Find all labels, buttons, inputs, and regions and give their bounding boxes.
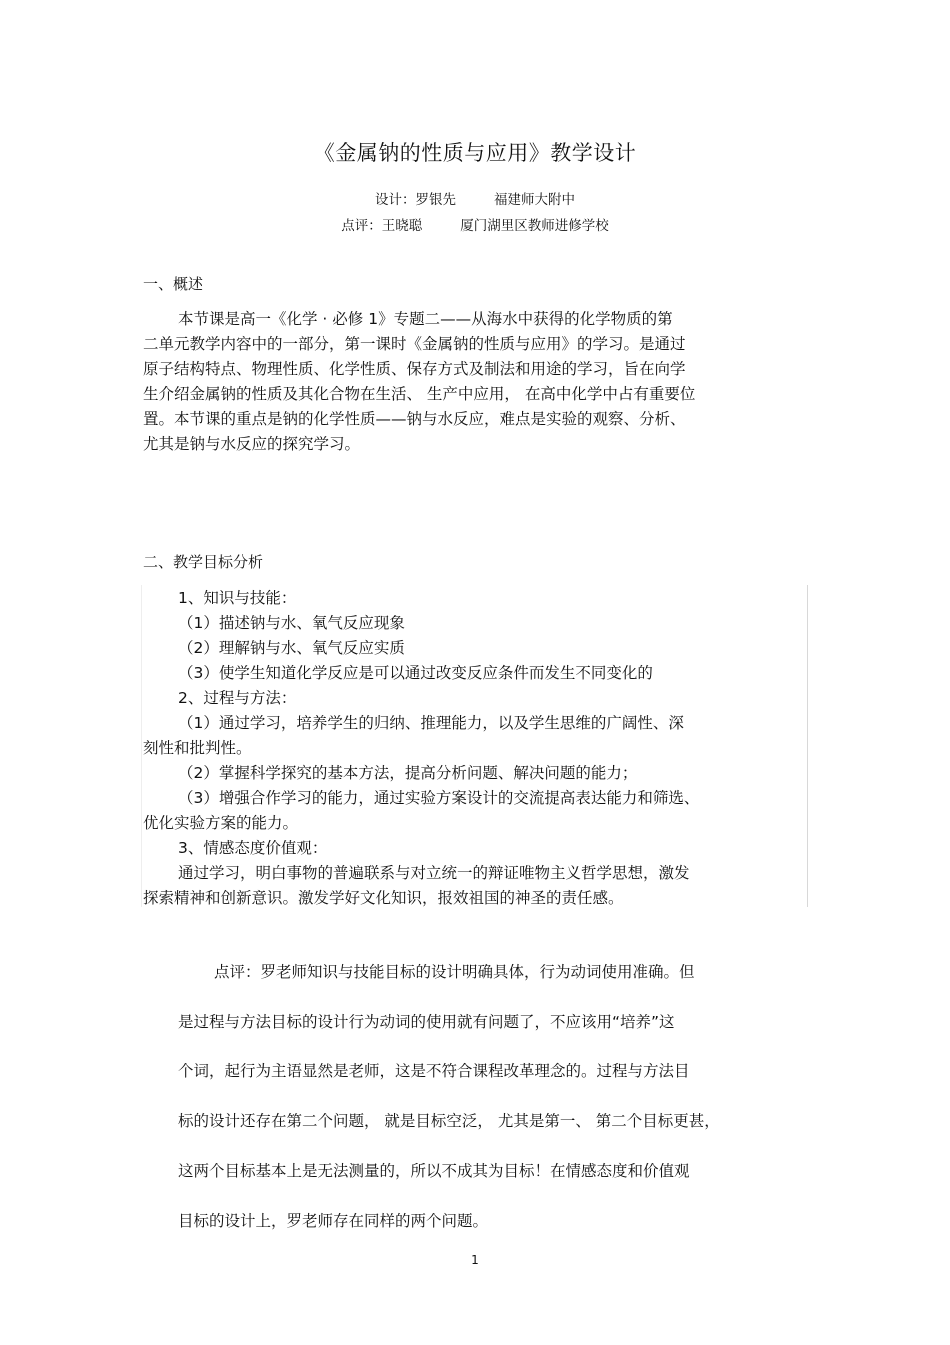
objective-line: （3）使学生知道化学反应是可以通过改变反应条件而发生不同变化的 [178, 664, 653, 682]
section-heading-objectives: 二、教学目标分析 [143, 553, 264, 571]
reviewer-line [0, 214, 950, 234]
objective-line: （2）掌握科学探究的基本方法，提高分析问题、解决问题的能力； [178, 764, 638, 782]
section-heading-overview: 一、概述 [143, 275, 204, 293]
objective-line: 2、过程与方法： [178, 689, 297, 707]
objective-line: （2）理解钠与水、氧气反应实质 [178, 639, 405, 657]
overview-line: 置。本节课的重点是钠的化学性质——钠与水反应，难点是实验的观察、分析、 [143, 410, 686, 428]
objective-line: 通过学习，明白事物的普遍联系与对立统一的辩证唯物主义哲学思想，激发 [178, 864, 690, 882]
comment-line: 是过程与方法目标的设计行为动词的使用就有问题了，不应该用“培养”这 [178, 1013, 675, 1031]
objective-line: （1）描述钠与水、氧气反应现象 [178, 614, 405, 632]
objective-line: 刻性和批判性。 [143, 739, 252, 757]
comment-line: 标的设计还存在第二个问题， 就是目标空泛， 尤其是第一、 第二个目标更甚， [178, 1112, 720, 1130]
designer-org: 福建师大附中 [494, 192, 575, 208]
comment-line: 目标的设计上，罗老师存在同样的两个问题。 [178, 1212, 489, 1230]
comment-line: 个词，起行为主语显然是老师，这是不符合课程改革理念的。过程与方法目 [178, 1062, 690, 1080]
objective-line: 优化实验方案的能力。 [143, 814, 299, 832]
document-title: 《金属钠的性质与应用》教学设计 [313, 141, 637, 165]
overview-line: 二单元教学内容中的一部分，第一课时《金属钠的性质与应用》的学习。是通过 [143, 335, 686, 353]
reviewer-org: 厦门湖里区教师进修学校 [460, 218, 609, 234]
overview-line: 生介绍金属钠的性质及其化合物在生活、 生产中应用， 在高中化学中占有重要位 [143, 385, 696, 403]
overview-line: 原子结构特点、物理性质、化学性质、保存方式及制法和用途的学习，旨在向学 [143, 360, 686, 378]
objective-line: （3）增强合作学习的能力，通过实验方案设计的交流提高表达能力和筛选、 [178, 789, 700, 807]
objectives-box-right-border [807, 585, 808, 907]
designer-name: 设计：罗银先 [375, 192, 456, 208]
objectives-box-left-border [141, 585, 142, 907]
comment-line: 这两个目标基本上是无法测量的，所以不成其为目标！在情感态度和价值观 [178, 1162, 690, 1180]
reviewer-name: 点评：王晓聪 [341, 218, 423, 234]
objective-line: （1）通过学习，培养学生的归纳、推理能力，以及学生思维的广阔性、深 [178, 714, 684, 732]
page-number: 1 [471, 1253, 479, 1267]
designer-line [0, 188, 950, 208]
objective-line: 探索精神和创新意识。激发学好文化知识，报效祖国的神圣的责任感。 [143, 889, 624, 907]
objective-line: 1、知识与技能： [178, 589, 297, 607]
comment-line: 点评：罗老师知识与技能目标的设计明确具体，行为动词使用准确。但 [214, 963, 695, 981]
overview-line: 本节课是高一《化学 · 必修 1》专题二——从海水中获得的化学物质的第 [178, 310, 673, 328]
objective-line: 3、情感态度价值观： [178, 839, 328, 857]
overview-line: 尤其是钠与水反应的探究学习。 [143, 435, 361, 453]
